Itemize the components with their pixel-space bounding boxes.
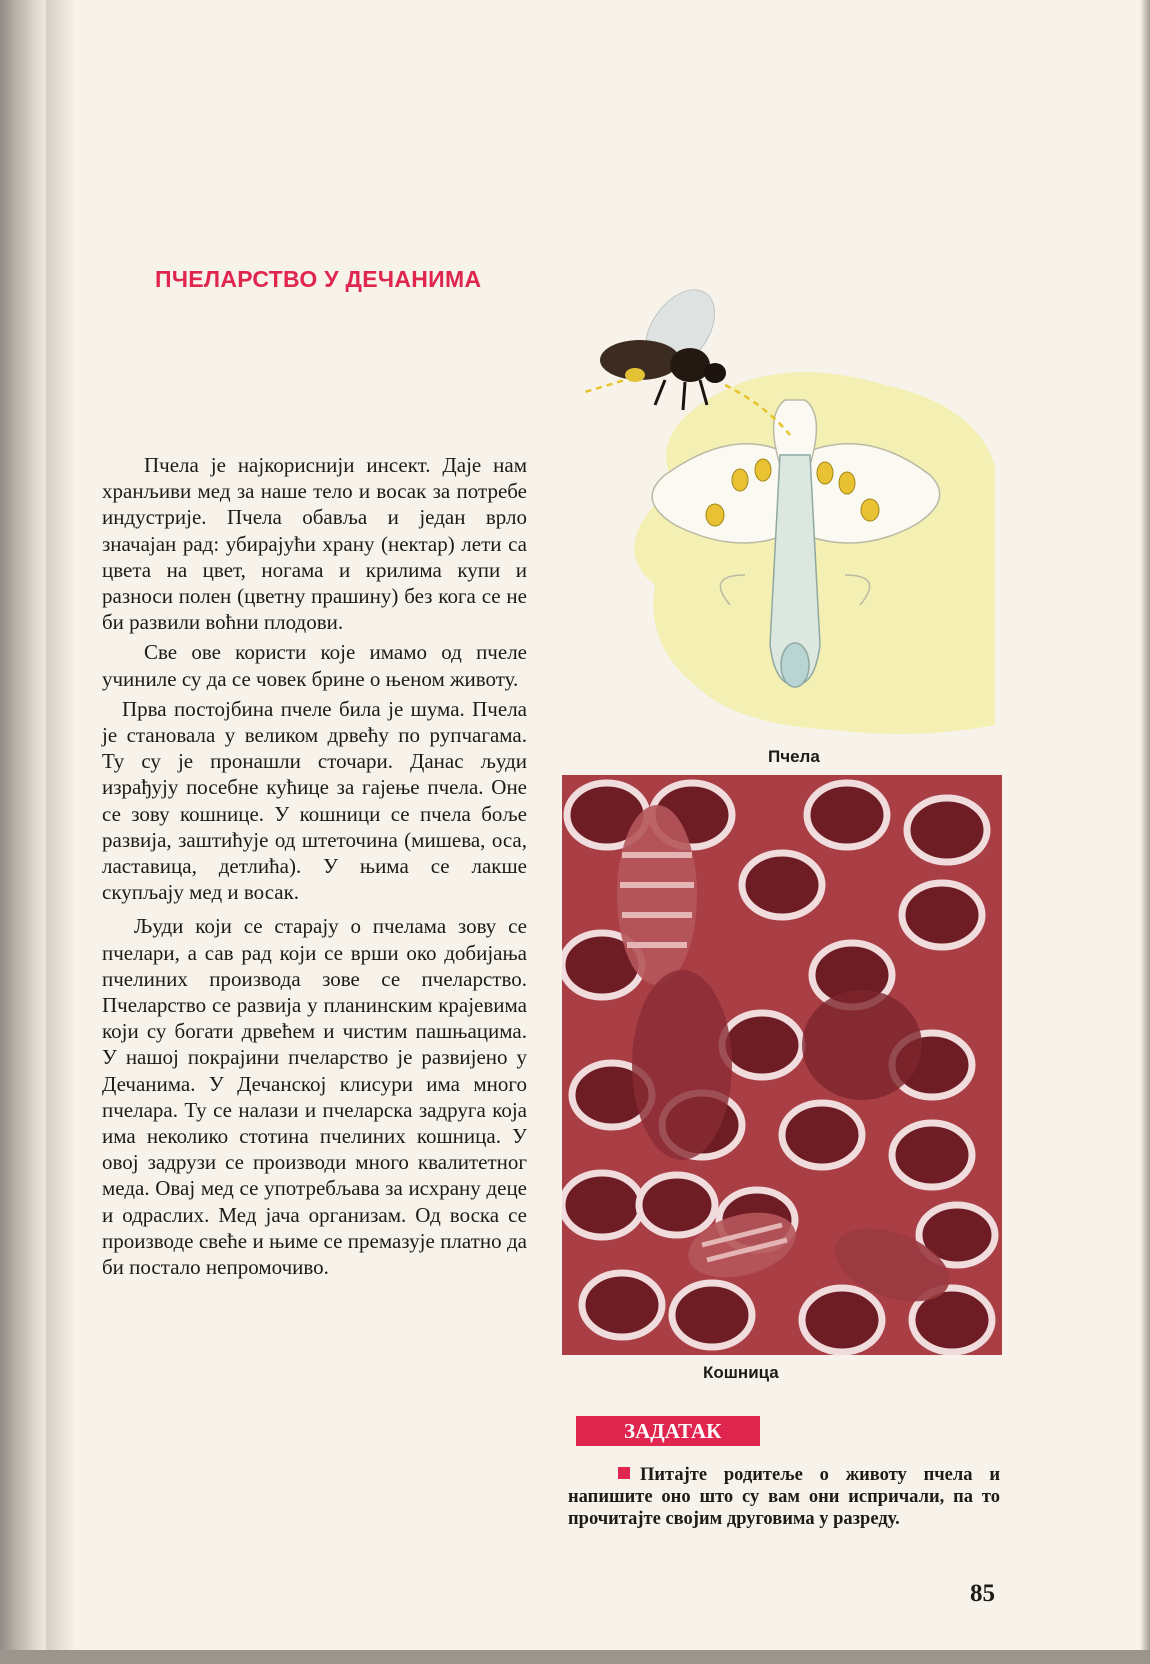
hive-figure-caption: Кошница — [703, 1363, 779, 1382]
task-heading: ЗАДАТАК — [576, 1416, 760, 1446]
bee-flower-illustration — [585, 285, 1005, 740]
beehive-photo — [562, 775, 1002, 1355]
page-edge — [1140, 0, 1150, 1664]
square-bullet-icon — [618, 1467, 630, 1479]
bee-figure-caption: Пчела — [768, 747, 820, 766]
paragraph-2: Све ове користи које имамо од пчеле учиниле су да се човек брине о њеном животу. — [102, 640, 527, 691]
task-instruction: Питајте родитеље о животу пчела и напишите оно што су вам они испричали, па то прочитајте својим друговима у разреду. — [568, 1465, 1000, 1529]
page-bottom-edge — [0, 1650, 1150, 1664]
paragraph-1: Пчела је најкориснији инсект. Даје нам хранљиви мед за наше тело и восак за потребе индустрије. Пчела обавља и један врло значајан рад: убирајући храну (нектар) лети са цвета на цвет, ногама и крилима купи и разноси полен (цветну прашину) без кога се не би развили воћни плодови. — [102, 453, 527, 635]
page-number: 85 — [970, 1580, 995, 1607]
article-body — [102, 452, 527, 1284]
bee-icon — [600, 285, 729, 410]
page-title: ПЧЕЛАРСТВО У ДЕЧАНИМА — [155, 266, 482, 292]
task-box — [568, 1464, 1000, 1530]
paragraph-3: Прва постојбина пчеле била је шума. Пчела је становала у великом дрвећу по рупчагама. Ту су је пронашли сточари. Данас људи израђују посебне кућице за гајење пчела. Оне се зову кошнице. У кошници се пчела боље развија, заштићује од штеточина (мишева, оса, ластавица, детлића). У њима се лакше скупљају мед и восак. — [102, 696, 527, 905]
spine-shadow — [46, 0, 76, 1664]
book-spine — [0, 0, 46, 1664]
paragraph-4: Људи који се старају о пчелама зову се пчелари, а сав рад који се врши око добијања пчелиних производа зове се пчеларство. Пчеларство се развија у планинским крајевима који су богати дрвећем и чистим пашњацима. У нашој покрајини пчеларство је развијено у Дечанима. У Дечанској клисури има много пчелара. Ту се налази и пчеларска задруга која има неколико стотина пчелиних кошница. У овој задрузи се производи много квалитетног меда. Овај мед се употребљава за исхрану деце и одраслих. Мед јача организам. Од воска се производе свеће и њиме се премазује платно да би постало непромочиво. — [102, 914, 527, 1280]
flight-path-trail — [585, 380, 625, 395]
